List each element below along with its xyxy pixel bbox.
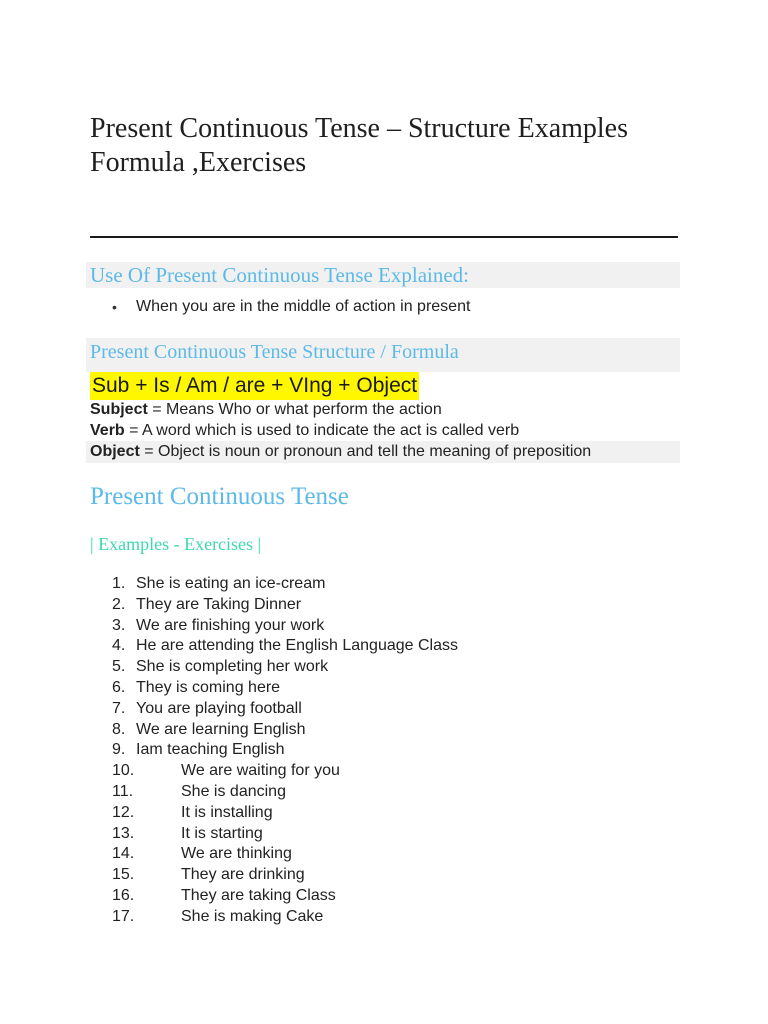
item-number: 16.	[112, 886, 135, 904]
definition-text: = A word which is used to indicate the act is called verb	[124, 422, 520, 439]
item-text: Iam teaching English	[136, 741, 285, 759]
definition-term: Object	[90, 443, 140, 460]
item-number: 10.	[112, 762, 135, 780]
item-number: 3.	[112, 616, 126, 634]
item-number: 9.	[112, 741, 126, 759]
list-item	[112, 296, 470, 318]
item-number: 1.	[112, 575, 126, 592]
item-number: 15.	[112, 866, 135, 884]
item-text: We are waiting for you	[181, 762, 340, 780]
bullet-text: When you are in the middle of action in present	[136, 298, 471, 315]
item-text: We are learning English	[136, 720, 306, 738]
page-title: Present Continuous Tense – Structure Examples Formula ,Exercises	[90, 113, 629, 178]
item-text: It is starting	[181, 824, 263, 842]
item-number: 17.	[112, 907, 135, 925]
title-divider	[90, 236, 678, 238]
item-number: 8.	[112, 720, 126, 738]
item-number: 6.	[112, 678, 126, 696]
item-number: 4.	[112, 637, 126, 655]
item-number: 5.	[112, 658, 126, 676]
item-text: They are taking Class	[181, 886, 336, 904]
item-text: She is making Cake	[181, 907, 324, 925]
item-number: 2.	[112, 595, 126, 613]
use-heading: Use Of Present Continuous Tense Explained:	[90, 263, 470, 287]
item-text: You are playing football	[136, 699, 302, 717]
item-number: 14.	[112, 845, 135, 863]
definition-text: = Object is noun or pronoun and tell the meaning of preposition	[139, 443, 592, 460]
item-number: 12.	[112, 803, 135, 821]
definition-object	[90, 442, 591, 462]
item-text: They is coming here	[136, 678, 281, 696]
formula-highlight: Sub + Is / Am / are + VIng + Object	[90, 372, 419, 400]
definition-text: = Means Who or what perform the action	[147, 401, 442, 418]
item-text: It is installing	[181, 803, 273, 821]
item-text: We are thinking	[181, 845, 292, 863]
definition-subject	[90, 400, 442, 420]
item-number: 13.	[112, 824, 135, 842]
item-number: 11.	[112, 782, 134, 800]
item-text: We are finishing your work	[136, 616, 325, 634]
item-text: They are drinking	[181, 866, 305, 884]
use-bullet-list	[112, 296, 470, 318]
definition-verb	[90, 421, 519, 441]
item-number: 7.	[112, 699, 126, 717]
item-text: He are attending the English Language Class	[136, 637, 458, 655]
definition-term: Subject	[90, 401, 148, 418]
bullet-icon: •	[112, 299, 117, 315]
item-text: She is eating an ice-cream	[136, 575, 326, 592]
definition-term: Verb	[90, 422, 125, 439]
item-text: She is completing her work	[136, 658, 329, 676]
present-continuous-heading: Present Continuous Tense	[90, 483, 349, 510]
structure-heading: Present Continuous Tense Structure / Formula	[90, 341, 459, 363]
item-text: She is dancing	[181, 782, 286, 800]
item-text: They are Taking Dinner	[136, 595, 302, 613]
examples-heading: | Examples - Exercises |	[90, 534, 262, 554]
